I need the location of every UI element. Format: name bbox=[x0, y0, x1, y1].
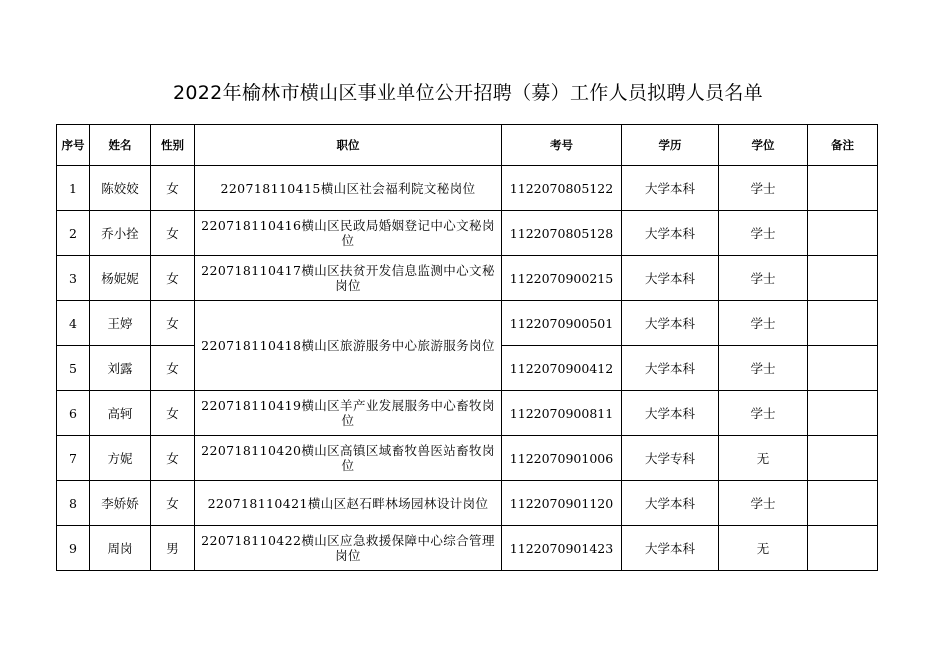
table-row bbox=[57, 256, 878, 301]
cell-seq: 1 bbox=[57, 166, 90, 211]
cell-remarks bbox=[808, 256, 878, 301]
cell-gender: 女 bbox=[151, 346, 195, 391]
cell-gender: 女 bbox=[151, 391, 195, 436]
cell-degree: 学士 bbox=[719, 301, 808, 346]
cell-name: 王婷 bbox=[90, 301, 151, 346]
cell-name: 陈姣姣 bbox=[90, 166, 151, 211]
cell-education: 大学本科 bbox=[622, 256, 719, 301]
cell-education: 大学本科 bbox=[622, 481, 719, 526]
header-degree: 学位 bbox=[719, 125, 808, 166]
cell-name: 李娇娇 bbox=[90, 481, 151, 526]
cell-position: 220718110420横山区高镇区域畜牧兽医站畜牧岗位 bbox=[195, 436, 502, 481]
cell-name: 乔小拴 bbox=[90, 211, 151, 256]
header-exam-no: 考号 bbox=[502, 125, 622, 166]
cell-name: 高轲 bbox=[90, 391, 151, 436]
header-position: 职位 bbox=[195, 125, 502, 166]
cell-gender: 女 bbox=[151, 436, 195, 481]
cell-degree: 学士 bbox=[719, 346, 808, 391]
header-name: 姓名 bbox=[90, 125, 151, 166]
cell-position: 220718110415横山区社会福利院文秘岗位 bbox=[195, 166, 502, 211]
cell-gender: 女 bbox=[151, 256, 195, 301]
cell-seq: 9 bbox=[57, 526, 90, 571]
cell-gender: 女 bbox=[151, 211, 195, 256]
cell-exam-no: 1122070900501 bbox=[502, 301, 622, 346]
cell-position-merged: 220718110418横山区旅游服务中心旅游服务岗位 bbox=[195, 301, 502, 391]
cell-position: 220718110419横山区羊产业发展服务中心畜牧岗位 bbox=[195, 391, 502, 436]
header-seq: 序号 bbox=[57, 125, 90, 166]
cell-seq: 4 bbox=[57, 301, 90, 346]
header-education: 学历 bbox=[622, 125, 719, 166]
cell-degree: 学士 bbox=[719, 391, 808, 436]
cell-gender: 女 bbox=[151, 166, 195, 211]
candidate-table bbox=[56, 124, 878, 571]
cell-education: 大学本科 bbox=[622, 391, 719, 436]
cell-degree: 学士 bbox=[719, 481, 808, 526]
table-row bbox=[57, 391, 878, 436]
cell-position: 220718110417横山区扶贫开发信息监测中心文秘岗位 bbox=[195, 256, 502, 301]
cell-exam-no: 1122070901120 bbox=[502, 481, 622, 526]
cell-exam-no: 1122070901423 bbox=[502, 526, 622, 571]
cell-remarks bbox=[808, 391, 878, 436]
cell-remarks bbox=[808, 481, 878, 526]
cell-seq: 6 bbox=[57, 391, 90, 436]
cell-seq: 2 bbox=[57, 211, 90, 256]
cell-degree: 学士 bbox=[719, 211, 808, 256]
cell-exam-no: 1122070805128 bbox=[502, 211, 622, 256]
cell-seq: 7 bbox=[57, 436, 90, 481]
cell-degree: 无 bbox=[719, 526, 808, 571]
header-gender: 性别 bbox=[151, 125, 195, 166]
cell-remarks bbox=[808, 211, 878, 256]
cell-education: 大学本科 bbox=[622, 301, 719, 346]
cell-remarks bbox=[808, 526, 878, 571]
cell-exam-no: 1122070805122 bbox=[502, 166, 622, 211]
cell-name: 刘露 bbox=[90, 346, 151, 391]
cell-seq: 5 bbox=[57, 346, 90, 391]
cell-gender: 女 bbox=[151, 301, 195, 346]
cell-gender: 女 bbox=[151, 481, 195, 526]
cell-remarks bbox=[808, 346, 878, 391]
table-row bbox=[57, 481, 878, 526]
cell-remarks bbox=[808, 301, 878, 346]
cell-degree: 学士 bbox=[719, 256, 808, 301]
cell-remarks bbox=[808, 166, 878, 211]
cell-education: 大学本科 bbox=[622, 166, 719, 211]
cell-seq: 8 bbox=[57, 481, 90, 526]
cell-remarks bbox=[808, 436, 878, 481]
page-title: 2022年榆林市横山区事业单位公开招聘（募）工作人员拟聘人员名单 bbox=[173, 82, 763, 104]
table-row bbox=[57, 436, 878, 481]
cell-education: 大学本科 bbox=[622, 526, 719, 571]
cell-exam-no: 1122070900412 bbox=[502, 346, 622, 391]
cell-gender: 男 bbox=[151, 526, 195, 571]
cell-education: 大学专科 bbox=[622, 436, 719, 481]
cell-position: 220718110422横山区应急救援保障中心综合管理岗位 bbox=[195, 526, 502, 571]
cell-degree: 学士 bbox=[719, 166, 808, 211]
table-header-row bbox=[57, 125, 878, 166]
cell-education: 大学本科 bbox=[622, 211, 719, 256]
header-remarks: 备注 bbox=[808, 125, 878, 166]
cell-name: 周岗 bbox=[90, 526, 151, 571]
cell-name: 方妮 bbox=[90, 436, 151, 481]
cell-position: 220718110416横山区民政局婚姻登记中心文秘岗位 bbox=[195, 211, 502, 256]
cell-exam-no: 1122070900215 bbox=[502, 256, 622, 301]
cell-exam-no: 1122070900811 bbox=[502, 391, 622, 436]
table-row bbox=[57, 211, 878, 256]
cell-education: 大学本科 bbox=[622, 346, 719, 391]
cell-name: 杨妮妮 bbox=[90, 256, 151, 301]
cell-seq: 3 bbox=[57, 256, 90, 301]
table-row bbox=[57, 301, 878, 346]
cell-degree: 无 bbox=[719, 436, 808, 481]
table-row bbox=[57, 526, 878, 571]
cell-position: 220718110421横山区赵石畔林场园林设计岗位 bbox=[195, 481, 502, 526]
table-row bbox=[57, 166, 878, 211]
cell-exam-no: 1122070901006 bbox=[502, 436, 622, 481]
